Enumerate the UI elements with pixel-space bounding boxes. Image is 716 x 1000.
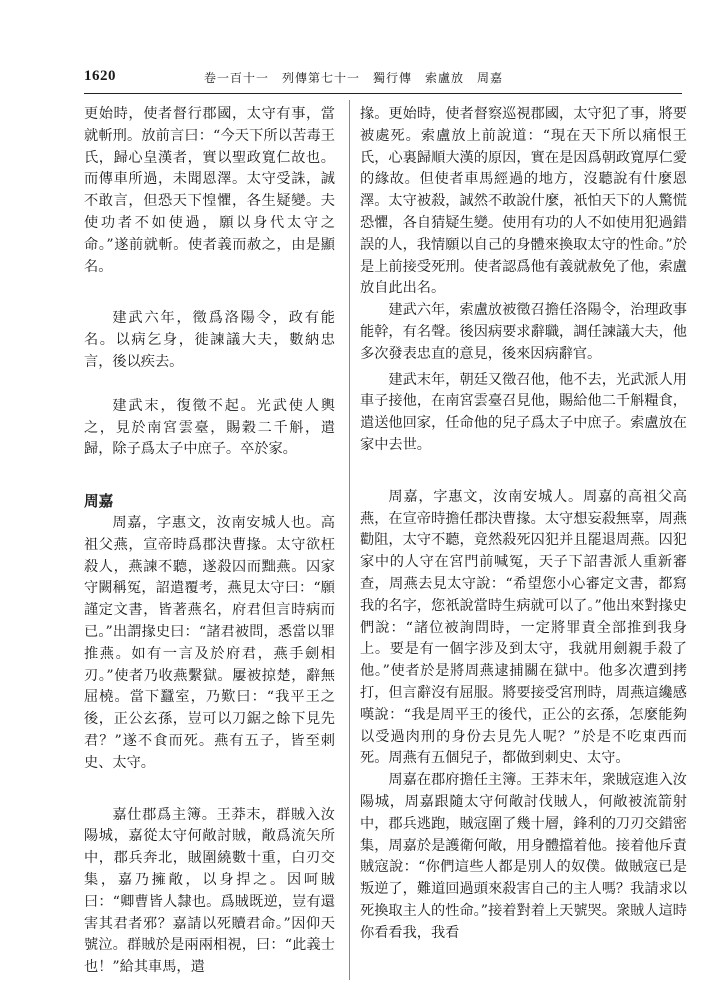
- translation-paragraph: 建武末年，朝廷又徵召他，他不去，光武派人用車子接他，在南宮雲臺召見他，賜給他二千斛糧食，遣送他回家，任命他的兒子爲太子中庶子。索盧放在家中去世。: [360, 371, 687, 453]
- page-header: [84, 66, 682, 90]
- page-number: 1620: [84, 68, 116, 84]
- translation-paragraph: 建武六年，索盧放被徵召擔任洛陽令，治理政事能幹，有名聲。後因病要求辭職，調任諫議大夫，他多次發表忠直的意見，後來因病辭官。: [360, 302, 687, 362]
- classical-paragraph: 周嘉，字惠文，汝南安城人也。高祖父燕，宣帝時爲郡決曹掾。太守欲枉殺人，燕諫不聽，遂殺囚而黜燕。囚家守闕稱冤，詔遣覆考，燕見太守曰：“願謹定文書，皆著燕名，府君但言時病而已。”出謂掾史曰：“諸君被問，悉當以罪推燕。如有一言及於府君，燕手劍相刃。”使者乃收燕繫獄。屢被掠楚，辭無屈橈。當下蠶室，乃歎曰：“我平王之後，正公玄孫，豈可以刀鋸之餘下見先君？”遂不食而死。燕有五子，皆至刺史、太守。: [84, 514, 335, 771]
- running-title: 卷一百十一 列傳第七十一 獨行傳 索盧放 周嘉: [204, 71, 504, 85]
- classical-paragraph: 建武六年，徵爲洛陽令，政有能名。以病乞身，徙諫議大夫，數納忠言，後以疾去。: [84, 310, 335, 370]
- classical-text-column: [84, 104, 335, 979]
- translation-paragraph: 掾。更始時，使者督察巡視郡國，太守犯了事，將要被處死。索盧放上前說道：“現在天下所以痛恨王氏，心裏歸順大漢的原因，實在是因爲朝政寬厚仁愛的緣故。但使者車馬經過的地方，沒聽說有什麼恩澤。太守被殺，誠然不敢說什麼，衹怕天下的人驚慌恐懼，各自猜疑生變。使用有功的人不如使用犯過錯誤的人，我情願以自己的身體來換取太守的性命。”於是上前接受死刑。使者認爲他有義就赦免了他，索盧放自此出名。: [360, 106, 687, 297]
- classical-paragraph: 建武末，復徵不起。光武使人輿之，見於南宮雲臺，賜穀二千斛，遣歸，除子爲太子中庶子。卒於家。: [84, 397, 335, 458]
- section-title: 周嘉: [84, 493, 114, 511]
- column-divider: [349, 100, 350, 980]
- translation-column: [360, 104, 687, 944]
- translation-paragraph: 周嘉，字惠文，汝南安城人。周嘉的高祖父高燕，在宣帝時擔任郡決曹掾。太守想妄殺無辜，周燕勸阻，太守不聽，竟然殺死囚犯并且罷退周燕。囚犯家中的人守在宮門前喊冤，天子下詔書派人重新審查，周燕去見太守說：“希望您小心審定文書，都寫我的名字，您衹說當時生病就可以了。”他出來對掾史們說：“諸位被詢問時，一定將罪責全部推到我身上。要是有一個字涉及到太守，我就用劍親手殺了他。”使者於是將周燕逮捕關在獄中。他多次遭到拷打，但言辭沒有屈服。將要接受宮刑時，周燕這纔感嘆說：“我是周平王的後代，正公的玄孫，怎麼能夠以受過肉刑的身份去見先人呢？”於是不吃東西而死。周燕有五個兒子，都做到刺史、太守。: [360, 488, 687, 767]
- classical-paragraph: 更始時，使者督行郡國，太守有事，當就斬刑。放前言曰：“今天下所以苦毒王氏，歸心皇漢者，實以聖政寬仁故也。而傳車所過，未聞恩澤。太守受誅，誠不敢言，但恐天下惶懼，各生疑變。夫使功者不如使過，願以身代太守之命。”遂前就斬。使者義而赦之，由是顯名。: [84, 106, 335, 275]
- translation-paragraph: 周嘉在郡府擔任主簿。王莽末年，衆賊寇進入汝陽城，周嘉跟隨太守何敞討伐賊人，何敞被流箭射中，郡兵逃跑，賊寇圍了幾十層，鋒利的刀刃交錯密集，周嘉於是護衛何敞，用身體擋着他。接着他斥責賊寇說：“你們這些人都是別人的奴僕。做賊寇已是叛逆了，難道回過頭來殺害自己的主人嗎？我請求以死換取主人的性命。”接着對着上天號哭。衆賊人這時你看看我，我看: [360, 772, 687, 941]
- header-rule: [84, 93, 682, 94]
- classical-paragraph: 嘉仕郡爲主簿。王莽末，群賊入汝陽城，嘉從太守何敞討賊，敞爲流矢所中，郡兵奔北，賊圍繞數十重，白刃交集，嘉乃擁敞，以身捍之。因呵賊曰：“卿曹皆人隸也。爲賊既逆，豈有還害其君者邪？嘉請以死贖君命。”因仰天號泣。群賊於是兩兩相視，曰：“此義士也！”給其車馬，遣: [84, 806, 335, 976]
